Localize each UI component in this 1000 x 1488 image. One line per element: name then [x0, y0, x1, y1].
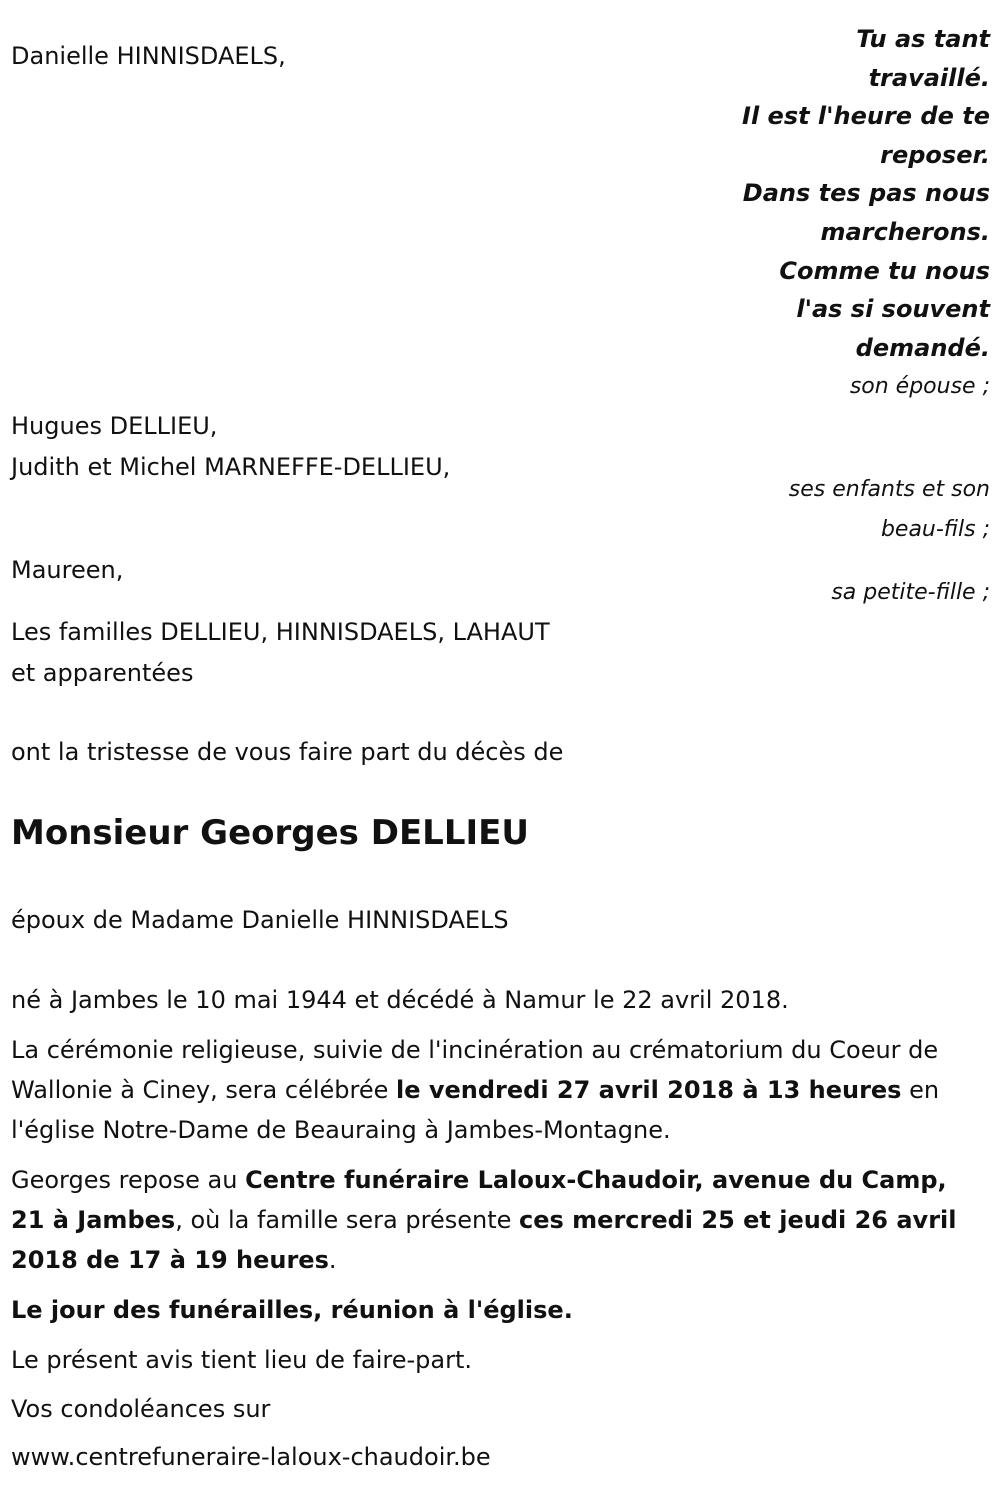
poem-line: Comme tu nous: [779, 256, 990, 285]
ceremony-paragraph: [11, 1030, 986, 1150]
birth-death-line: né à Jambes le 10 mai 1944 et décédé à Namur le 22 avril 2018.: [11, 986, 789, 1014]
child-name: Hugues DELLIEU,: [11, 412, 218, 440]
grandchild-role: sa petite-fille ;: [831, 580, 990, 605]
ceremony-date: le vendredi 27 avril 2018 à 13 heures: [396, 1076, 902, 1104]
child-name: Judith et Michel MARNEFFE-DELLIEU,: [11, 453, 451, 481]
ceremony-text: en l'église Notre-Dame de Beauraing à Jambes-Montagne.: [11, 1076, 940, 1144]
condoleances-line: Vos condoléances sur: [11, 1395, 271, 1423]
poem-line: reposer.: [880, 140, 990, 169]
poem-line: l'as si souvent: [796, 295, 990, 324]
deceased-name: Monsieur Georges DELLIEU: [11, 813, 529, 853]
children-role: [789, 470, 990, 550]
repose-location: Centre funéraire Laloux-Chaudoir, avenue du Camp, 21 à Jambes: [11, 1166, 947, 1234]
repose-paragraph: [11, 1160, 986, 1280]
grandchild-name: Maureen,: [11, 556, 124, 584]
families-line: et apparentées: [11, 659, 194, 687]
spouse-name: Danielle HINNISDAELS,: [11, 42, 286, 70]
ceremony-text: La cérémonie religieuse, suivie de l'incinération au crématorium du Coeur de Wallonie à Ciney, sera célébrée: [11, 1036, 939, 1104]
announcement: ont la tristesse de vous faire part du décès de: [11, 738, 564, 766]
poem-line: marcherons.: [820, 217, 990, 246]
poem-line: Tu as tant: [856, 25, 990, 53]
website-link[interactable]: www.centrefuneraire-laloux-chaudoir.be: [11, 1443, 491, 1471]
spouse-role: son épouse ;: [849, 374, 990, 399]
repose-text: , où la famille sera présente: [175, 1206, 520, 1234]
children-role-line: beau-fils ;: [880, 517, 990, 542]
poem: [742, 20, 990, 367]
poem-line: demandé.: [855, 333, 990, 362]
repose-dates: ces mercredi 25 et jeudi 26 avril 2018 de 17 à 19 heures: [11, 1206, 957, 1274]
repose-text: .: [328, 1246, 337, 1274]
epoux-line: époux de Madame Danielle HINNISDAELS: [11, 906, 509, 934]
poem-line: travaillé.: [868, 63, 990, 92]
poem-line: Dans tes pas nous: [742, 179, 990, 208]
families-line: Les familles DELLIEU, HINNISDAELS, LAHAUT: [11, 618, 550, 646]
repose-text: Georges repose au: [11, 1166, 246, 1194]
children-role-line: ses enfants et son: [788, 477, 990, 502]
poem-line: Il est l'heure de te: [742, 102, 990, 131]
reunion-line: Le jour des funérailles, réunion à l'église.: [11, 1296, 573, 1324]
avis-line: Le présent avis tient lieu de faire-part.: [11, 1346, 473, 1374]
